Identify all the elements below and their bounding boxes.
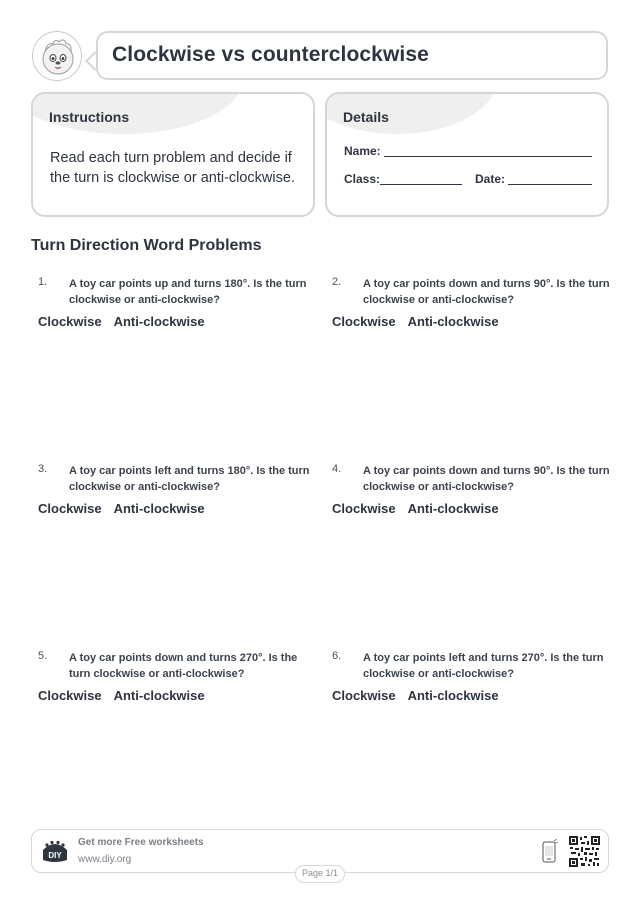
date-field[interactable]: [508, 184, 592, 185]
diy-logo-icon[interactable]: [41, 840, 69, 864]
logo-text: DIY: [48, 851, 62, 860]
question-number: 1.: [38, 276, 48, 288]
mascot-icon: [32, 31, 82, 81]
option-anti-clockwise[interactable]: Anti-clockwise: [113, 688, 205, 703]
answer-options: [332, 501, 499, 516]
title-bubble: [96, 31, 608, 80]
option-clockwise[interactable]: Clockwise: [38, 501, 102, 516]
question-number: 6.: [332, 650, 342, 662]
answer-options: [332, 314, 499, 329]
option-anti-clockwise[interactable]: Anti-clockwise: [113, 501, 205, 516]
option-clockwise[interactable]: Clockwise: [38, 314, 102, 329]
instructions-heading: Instructions: [49, 109, 130, 125]
question-number: 5.: [38, 650, 48, 662]
question-text: A toy car points down and turns 270°. Is the turn clockwise or anti-clockwise?: [69, 652, 298, 680]
option-clockwise[interactable]: Clockwise: [332, 314, 396, 329]
question-text: A toy car points left and turns 270°. Is the turn clockwise or anti-clockwise?: [363, 652, 604, 680]
qr-code-icon: [569, 836, 600, 867]
answer-options: [38, 688, 205, 703]
footer-link[interactable]: www.diy.org: [78, 854, 132, 865]
option-clockwise[interactable]: Clockwise: [38, 688, 102, 703]
details-panel: [325, 92, 609, 217]
option-clockwise[interactable]: Clockwise: [332, 501, 396, 516]
question-text: A toy car points down and turns 90°. Is the turn clockwise or anti-clockwise?: [363, 278, 610, 306]
date-label: Date:: [475, 172, 506, 186]
option-clockwise[interactable]: Clockwise: [332, 688, 396, 703]
details-heading: Details: [343, 109, 389, 125]
page-indicator: Page 1/1: [295, 865, 345, 883]
footer-cta: Get more Free worksheets: [78, 837, 204, 848]
instructions-panel: [31, 92, 315, 217]
page-title: Clockwise vs counterclockwise: [112, 43, 429, 66]
question-text: A toy car points left and turns 180°. Is the turn clockwise or anti-clockwise?: [69, 465, 310, 493]
question-number: 3.: [38, 463, 48, 475]
phone-icon: [541, 839, 559, 865]
section-title: Turn Direction Word Problems: [31, 237, 262, 254]
class-field[interactable]: [380, 184, 462, 185]
option-anti-clockwise[interactable]: Anti-clockwise: [407, 501, 499, 516]
question-number: 2.: [332, 276, 342, 288]
question-text: A toy car points up and turns 180°. Is the turn clockwise or anti-clockwise?: [69, 278, 307, 306]
name-field[interactable]: [384, 156, 592, 157]
instructions-text: Read each turn problem and decide if the turn is clockwise or anti-clockwise.: [50, 150, 295, 186]
option-anti-clockwise[interactable]: Anti-clockwise: [113, 314, 205, 329]
class-label: Class:: [344, 172, 381, 186]
answer-options: [38, 314, 205, 329]
answer-options: [38, 501, 205, 516]
option-anti-clockwise[interactable]: Anti-clockwise: [407, 314, 499, 329]
answer-options: [332, 688, 499, 703]
name-label: Name:: [344, 144, 381, 158]
question-number: 4.: [332, 463, 342, 475]
option-anti-clockwise[interactable]: Anti-clockwise: [407, 688, 499, 703]
question-text: A toy car points down and turns 90°. Is the turn clockwise or anti-clockwise?: [363, 465, 610, 493]
